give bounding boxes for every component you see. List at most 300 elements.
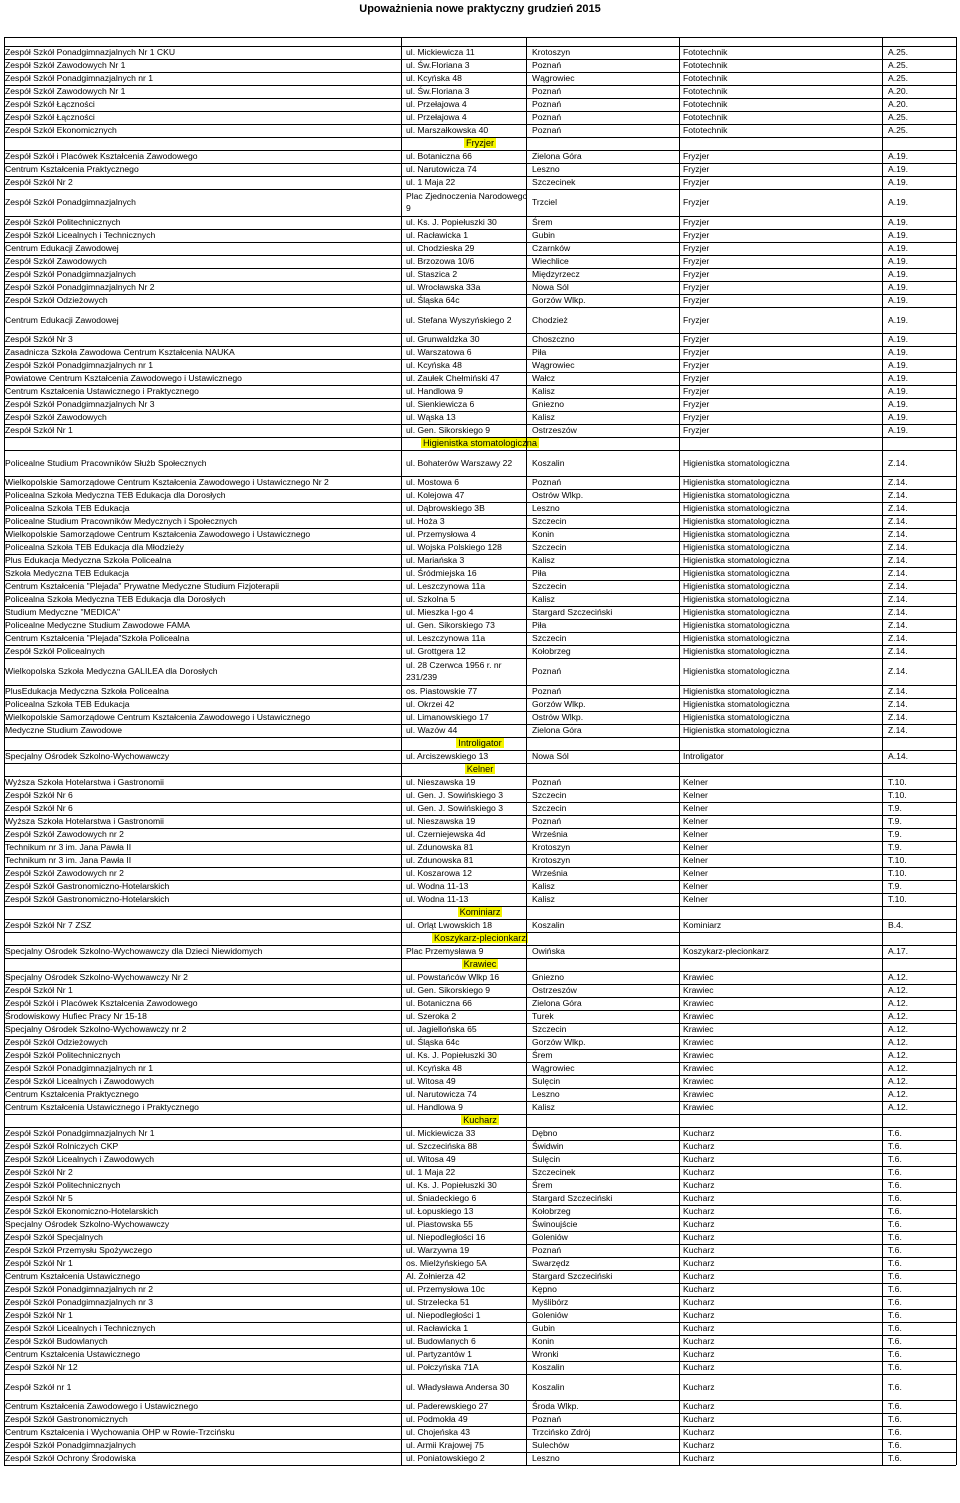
- grid-line: [4, 932, 956, 933]
- grid-line: [4, 776, 956, 777]
- school-cell: Specjalny Ośrodek Szkolno-Wychowawczy Nr 2: [5, 972, 188, 982]
- city-cell: Szczecin: [532, 581, 567, 591]
- table-row: [4, 1166, 956, 1179]
- table-row: [4, 72, 956, 85]
- table-row: [4, 685, 956, 698]
- profession-cell: Higienistka stomatologiczna: [683, 686, 790, 696]
- school-cell: Policealna Szkoła Medyczna TEB Edukacja dla Dorosłych: [5, 490, 226, 500]
- table-row: [4, 1140, 956, 1153]
- grid-line: [4, 476, 956, 477]
- table-row: [4, 1153, 956, 1166]
- qualification-cell: A.19.: [888, 373, 909, 383]
- profession-cell: Higienistka stomatologiczna: [683, 477, 790, 487]
- grid-line: [4, 189, 956, 190]
- address-cell: ul. Wodna 11-13: [406, 881, 469, 891]
- grid-line: [4, 1270, 956, 1271]
- school-cell: Centrum Kształcenia i Wychowania OHP w Rowie-Trzcińsku: [5, 1427, 235, 1437]
- grid-line: [4, 906, 956, 907]
- city-cell: Swarzędz: [532, 1258, 570, 1268]
- city-cell: Gubin: [532, 1323, 555, 1333]
- city-cell: Piła: [532, 620, 547, 630]
- qualification-cell: A.25.: [888, 112, 909, 122]
- qualification-cell: T.6.: [888, 1349, 902, 1359]
- address-cell: ul. Gen. J. Sowińskiego 3: [406, 803, 503, 813]
- school-cell: Zespół Szkół Zawodowych: [5, 412, 107, 422]
- school-cell: Zespół Szkół Ponadgimnazjalnych nr 1: [5, 360, 154, 370]
- profession-cell: Kelner: [683, 868, 708, 878]
- grid-line: [4, 1413, 956, 1414]
- table-row: [4, 1036, 956, 1049]
- qualification-cell: Z.14.: [888, 477, 908, 487]
- profession-cell: Kucharz: [683, 1297, 715, 1307]
- grid-line: [4, 1439, 956, 1440]
- qualification-cell: T.6.: [888, 1453, 902, 1463]
- city-cell: Świnoujście: [532, 1219, 578, 1229]
- grid-line: [4, 411, 956, 412]
- qualification-cell: A.19.: [888, 399, 909, 409]
- qualification-cell: T.9.: [888, 803, 902, 813]
- qualification-cell: A.19.: [888, 230, 909, 240]
- qualification-cell: A.19.: [888, 151, 909, 161]
- qualification-cell: Z.14.: [888, 607, 908, 617]
- profession-cell: Kucharz: [683, 1382, 715, 1392]
- profession-cell: Kelner: [683, 790, 708, 800]
- grid-line: [4, 541, 956, 542]
- table-row: [4, 294, 956, 307]
- school-cell: Specjalny Ośrodek Szkolno-Wychowawczy: [5, 1219, 170, 1229]
- address-cell: ul. Marszałkowska 40: [406, 125, 489, 135]
- city-cell: Września: [532, 868, 568, 878]
- address-cell: ul. Śródmiejska 16: [406, 568, 477, 578]
- grid-line: [4, 1075, 956, 1076]
- city-cell: Poznań: [532, 86, 562, 96]
- city-cell: Konin: [532, 529, 554, 539]
- city-cell: Kalisz: [532, 386, 555, 396]
- qualification-cell: Z.14.: [888, 699, 908, 709]
- qualification-cell: Z.14.: [888, 529, 908, 539]
- profession-cell: Krawiec: [683, 998, 714, 1008]
- address-cell: ul. Sienkiewicza 6: [406, 399, 475, 409]
- grid-line: [4, 919, 956, 920]
- table-row: [4, 372, 956, 385]
- profession-cell: Higienistka stomatologiczna: [683, 516, 790, 526]
- profession-cell: Fototechnik: [683, 73, 728, 83]
- qualification-cell: A.19.: [888, 412, 909, 422]
- table-row: [4, 346, 956, 359]
- city-cell: Poznań: [532, 125, 562, 135]
- city-cell: Wiechlice: [532, 256, 569, 266]
- qualification-cell: T.10.: [888, 777, 907, 787]
- table-row: [4, 724, 956, 737]
- profession-cell: Kucharz: [683, 1349, 715, 1359]
- grid-line: [4, 958, 956, 959]
- school-cell: Zespół Szkół Nr 5: [5, 1193, 73, 1203]
- qualification-cell: T.10.: [888, 868, 907, 878]
- qualification-cell: T.6.: [888, 1180, 902, 1190]
- address-cell: ul. Mickiewicza 33: [406, 1128, 476, 1138]
- grid-line: [4, 46, 956, 47]
- address-cell: ul. Łopuskiego 13: [406, 1206, 474, 1216]
- city-cell: Szczecin: [532, 542, 567, 552]
- address-cell: ul. Armii Krajowej 75: [406, 1440, 484, 1450]
- table-row: [4, 1192, 956, 1205]
- table-row: [4, 554, 956, 567]
- address-cell: ul. Szkolna 5: [406, 594, 456, 604]
- profession-cell: Fryzjer: [683, 315, 710, 325]
- qualification-cell: A.20.: [888, 99, 909, 109]
- address-cell: ul. Wrocławska 33a: [406, 282, 481, 292]
- qualification-cell: T.6.: [888, 1193, 902, 1203]
- school-cell: PlusEdukacja Medyczna Szkoła Policealna: [5, 686, 169, 696]
- school-cell: Zespół Szkół Licealnych i Zawodowych: [5, 1154, 155, 1164]
- table-row: [4, 502, 956, 515]
- school-cell: Zespół Szkół Ponadgimnazjalnych: [5, 1440, 136, 1450]
- school-cell: Zespół Szkół Odzieżowych: [5, 295, 108, 305]
- table-row: [4, 111, 956, 124]
- school-cell: Wyższa Szkoła Hotelarstwa i Gastronomii: [5, 816, 164, 826]
- address-cell: ul. Wojska Polskiego 128: [406, 542, 502, 552]
- grid-line: [4, 867, 956, 868]
- school-cell: Zespół Szkół Odzieżowych: [5, 1037, 108, 1047]
- city-cell: Choszczno: [532, 334, 575, 344]
- city-cell: Koszalin: [532, 920, 565, 930]
- qualification-cell: T.6.: [888, 1440, 902, 1450]
- qualification-cell: T.10.: [888, 855, 907, 865]
- section-header-label: Kelner: [466, 764, 494, 774]
- profession-cell: Kelner: [683, 855, 708, 865]
- school-cell: Zespół Szkół Zawodowych Nr 1: [5, 60, 126, 70]
- profession-cell: Kucharz: [683, 1310, 715, 1320]
- grid-line: [4, 450, 956, 451]
- grid-column-line: [679, 37, 680, 1465]
- address-cell: ul. Botaniczna 66: [406, 998, 472, 1008]
- qualification-cell: A.19.: [888, 197, 909, 207]
- grid-line: [4, 1140, 956, 1141]
- qualification-cell: T.6.: [888, 1219, 902, 1229]
- address-cell: ul. Hoża 3: [406, 516, 445, 526]
- grid-line: [4, 1257, 956, 1258]
- profession-cell: Higienistka stomatologiczna: [683, 503, 790, 513]
- address-cell: ul. Warzywna 19: [406, 1245, 470, 1255]
- grid-column-line: [4, 37, 5, 1465]
- profession-cell: Kelner: [683, 829, 708, 839]
- table-row: [4, 1244, 956, 1257]
- address-cell: ul. Grottgera 12: [406, 646, 466, 656]
- table-row: [4, 450, 956, 476]
- school-cell: Zespół Szkół Nr 2: [5, 177, 73, 187]
- grid-line: [4, 85, 956, 86]
- city-cell: Piła: [532, 568, 547, 578]
- city-cell: Leszno: [532, 1453, 560, 1463]
- city-cell: Śrem: [532, 1050, 553, 1060]
- grid-line: [4, 1023, 956, 1024]
- grid-line: [4, 137, 956, 138]
- qualification-cell: A.12.: [888, 1011, 909, 1021]
- address-cell: ul. Wazów 44: [406, 725, 458, 735]
- address-cell: ul. Św.Floriana 3: [406, 86, 470, 96]
- profession-cell: Krawiec: [683, 972, 714, 982]
- address-cell: ul. Handlowa 9: [406, 386, 463, 396]
- profession-cell: Kelner: [683, 803, 708, 813]
- school-cell: Zespół Szkół Ponadgimnazjalnych Nr 1: [5, 1128, 155, 1138]
- school-cell: Centrum Kształcenia Ustawicznego i Praktycznego: [5, 386, 199, 396]
- address-cell: ul. 1 Maja 22: [406, 177, 456, 187]
- table-row: [4, 1179, 956, 1192]
- profession-cell: Kucharz: [683, 1141, 715, 1151]
- address-cell: ul. Stefana Wyszyńskiego 2: [406, 315, 512, 325]
- city-cell: Kołobrzeg: [532, 646, 571, 656]
- qualification-cell: A.12.: [888, 1063, 909, 1073]
- city-cell: Września: [532, 829, 568, 839]
- grid-line: [4, 828, 956, 829]
- school-cell: Studium Medyczne "MEDICA": [5, 607, 120, 617]
- table-row: [4, 1010, 956, 1023]
- profession-cell: Higienistka stomatologiczna: [683, 607, 790, 617]
- section-header: [4, 933, 956, 944]
- city-cell: Poznań: [532, 816, 562, 826]
- table-row: [4, 541, 956, 554]
- grid-line: [4, 711, 956, 712]
- qualification-cell: Z.14.: [888, 620, 908, 630]
- qualification-cell: T.6.: [888, 1232, 902, 1242]
- section-header-label: Introligator: [458, 738, 502, 748]
- city-cell: Leszno: [532, 503, 560, 513]
- table-row: [4, 1309, 956, 1322]
- school-cell: Centrum Kształcenia Praktycznego: [5, 1089, 139, 1099]
- grid-line: [4, 150, 956, 151]
- section-header: [4, 959, 956, 970]
- profession-cell: Fryzjer: [683, 243, 710, 253]
- qualification-cell: T.6.: [888, 1401, 902, 1411]
- table-row: [4, 268, 956, 281]
- school-cell: Zespół Szkół i Placówek Kształcenia Zawodowego: [5, 998, 198, 1008]
- table-row: [4, 1049, 956, 1062]
- profession-cell: Kucharz: [683, 1362, 715, 1372]
- address-cell: ul. Leszczynowa 11a: [406, 633, 486, 643]
- city-cell: Trzcińsko Zdrój: [532, 1427, 591, 1437]
- grid-line: [4, 98, 956, 99]
- qualification-cell: A.17.: [888, 946, 909, 956]
- address-cell: ul. Gen. Sikorskiego 9: [406, 425, 491, 435]
- address-cell: ul. Ks. J. Popiełuszki 30: [406, 217, 497, 227]
- grid-line: [4, 1361, 956, 1362]
- table-row: [4, 1348, 956, 1361]
- qualification-cell: Z.14.: [888, 555, 908, 565]
- section-header: [4, 1115, 956, 1126]
- table-row: [4, 359, 956, 372]
- qualification-cell: A.14.: [888, 751, 909, 761]
- profession-cell: Kucharz: [683, 1154, 715, 1164]
- school-cell: Zespół Szkół Nr 12: [5, 1362, 78, 1372]
- grid-line: [4, 294, 956, 295]
- city-cell: Owińska: [532, 946, 565, 956]
- address-cell: ul. Nieszawska 19: [406, 816, 476, 826]
- address-cell: os. Mielżyńskiego 5A: [406, 1258, 487, 1268]
- profession-cell: Fototechnik: [683, 86, 728, 96]
- table-row: [4, 59, 956, 72]
- table-row: [4, 515, 956, 528]
- school-cell: Zespół Szkół Politechnicznych: [5, 1050, 121, 1060]
- profession-cell: Kominiarz: [683, 920, 722, 930]
- address-cell: ul. Mostowa 6: [406, 477, 460, 487]
- grid-line: [4, 1205, 956, 1206]
- city-cell: Nowa Sól: [532, 751, 569, 761]
- profession-cell: Krawiec: [683, 1024, 714, 1034]
- qualification-cell: A.20.: [888, 86, 909, 96]
- qualification-cell: A.12.: [888, 1102, 909, 1112]
- grid-line: [4, 1192, 956, 1193]
- profession-cell: Fryzjer: [683, 151, 710, 161]
- table-row: [4, 1361, 956, 1374]
- school-cell: Centrum Kształcenia Ustawicznego: [5, 1271, 141, 1281]
- school-cell: Centrum Kształcenia "Plejada" Prywatne Medyczne Studium Fizjoterapii: [5, 581, 280, 591]
- profession-cell: Krawiec: [683, 1050, 714, 1060]
- qualification-cell: T.9.: [888, 829, 902, 839]
- grid-line: [4, 698, 956, 699]
- school-cell: Wielkopolskie Samorządowe Centrum Kształcenia Zawodowego i Ustawicznego: [5, 529, 311, 539]
- qualification-cell: A.12.: [888, 985, 909, 995]
- grid-line: [4, 1374, 956, 1375]
- profession-cell: Kucharz: [683, 1271, 715, 1281]
- grid-line: [4, 333, 956, 334]
- city-cell: Stargard Szczeciński: [532, 607, 613, 617]
- grid-line: [4, 1127, 956, 1128]
- grid-line: [4, 971, 956, 972]
- profession-cell: Fryzjer: [683, 269, 710, 279]
- grid-line: [4, 1166, 956, 1167]
- school-cell: Policealne Medyczne Studium Zawodowe FAMA: [5, 620, 190, 630]
- grid-line: [4, 893, 956, 894]
- city-cell: Kalisz: [532, 881, 555, 891]
- school-cell: Zespół Szkół Zawodowych nr 2: [5, 868, 124, 878]
- address-cell: ul. Staszica 2: [406, 269, 458, 279]
- grid-line: [4, 359, 956, 360]
- profession-cell: Krawiec: [683, 1089, 714, 1099]
- qualification-cell: T.6.: [888, 1258, 902, 1268]
- address-cell: ul. Kolejowa 47: [406, 490, 465, 500]
- profession-cell: Kucharz: [683, 1284, 715, 1294]
- profession-cell: Kucharz: [683, 1440, 715, 1450]
- school-cell: Zespół Szkół Ponadgimnazjalnych: [5, 197, 136, 207]
- table-row: [4, 1374, 956, 1400]
- table-row: [4, 828, 956, 841]
- school-cell: Wielkopolska Szkoła Medyczna GALILEA dla Dorosłych: [5, 666, 218, 676]
- city-cell: Środa Wlkp.: [532, 1401, 579, 1411]
- section-header-label: Koszykarz-plecionkarz: [434, 933, 526, 943]
- address-cell: ul. Czerniejewska 4d: [406, 829, 486, 839]
- table-row: [4, 489, 956, 502]
- school-cell: Zespół Szkół Ochrony Środowiska: [5, 1453, 136, 1463]
- table-row: [4, 1296, 956, 1309]
- city-cell: Goleniów: [532, 1310, 568, 1320]
- table-row: [4, 880, 956, 893]
- school-cell: Zespół Szkół Ponadgimnazjalnych Nr 3: [5, 399, 155, 409]
- grid-line: [4, 176, 956, 177]
- profession-cell: Higienistka stomatologiczna: [683, 555, 790, 565]
- section-header: [4, 138, 956, 149]
- qualification-cell: T.6.: [888, 1382, 902, 1392]
- profession-cell: Kucharz: [683, 1128, 715, 1138]
- address-cell: ul. Narutowicza 74: [406, 164, 477, 174]
- profession-cell: Krawiec: [683, 1076, 714, 1086]
- table-row: [4, 711, 956, 724]
- city-cell: Czarnków: [532, 243, 571, 253]
- city-cell: Kalisz: [532, 594, 555, 604]
- qualification-cell: A.19.: [888, 217, 909, 227]
- school-cell: Zespół Szkół Nr 2: [5, 1167, 73, 1177]
- profession-cell: Higienistka stomatologiczna: [683, 581, 790, 591]
- grid-line: [4, 242, 956, 243]
- address-cell: ul. Racławicka 1: [406, 230, 469, 240]
- qualification-cell: T.6.: [888, 1323, 902, 1333]
- qualification-cell: Z.14.: [888, 725, 908, 735]
- city-cell: Krotoszyn: [532, 855, 571, 865]
- grid-line: [4, 1114, 956, 1115]
- school-cell: Zespół Szkół Łączności: [5, 99, 95, 109]
- address-cell: ul. Jagiellońska 65: [406, 1024, 477, 1034]
- table-row: [4, 1452, 956, 1465]
- address-cell: ul. Piastowska 55: [406, 1219, 473, 1229]
- grid-line: [4, 1452, 956, 1453]
- profession-cell: Kelner: [683, 777, 708, 787]
- address-cell: ul. Przemysłowa 4: [406, 529, 476, 539]
- profession-cell: Kucharz: [683, 1206, 715, 1216]
- grid-line: [4, 606, 956, 607]
- qualification-cell: Z.14.: [888, 490, 908, 500]
- school-cell: Zespół Szkół Ekonomiczno-Hotelarskich: [5, 1206, 159, 1216]
- profession-cell: Fryzjer: [683, 177, 710, 187]
- school-cell: Zespół Szkół Licealnych i Technicznych: [5, 230, 156, 240]
- city-cell: Szczecin: [532, 803, 567, 813]
- city-cell: Wałcz: [532, 373, 556, 383]
- table-row: [4, 567, 956, 580]
- profession-cell: Kucharz: [683, 1167, 715, 1177]
- section-header: [4, 438, 956, 449]
- qualification-cell: A.19.: [888, 347, 909, 357]
- table-row: [4, 750, 956, 763]
- table-row: [4, 632, 956, 645]
- city-cell: Międzyrzecz: [532, 269, 580, 279]
- table-row: [4, 854, 956, 867]
- table-row: [4, 1426, 956, 1439]
- school-cell: Centrum Kształcenia Praktycznego: [5, 164, 139, 174]
- profession-cell: Fototechnik: [683, 125, 728, 135]
- school-cell: Policealne Studium Pracowników Służb Społecznych: [5, 458, 207, 468]
- school-cell: Zespół Szkół Rolniczych CKP: [5, 1141, 119, 1151]
- grid-line: [4, 59, 956, 60]
- qualification-cell: A.12.: [888, 1024, 909, 1034]
- qualification-cell: T.9.: [888, 881, 902, 891]
- grid-line: [4, 72, 956, 73]
- table-row: [4, 229, 956, 242]
- profession-cell: Kucharz: [683, 1258, 715, 1268]
- qualification-cell: A.12.: [888, 1037, 909, 1047]
- grid-line: [4, 619, 956, 620]
- qualification-cell: Z.14.: [888, 581, 908, 591]
- table-row: [4, 528, 956, 541]
- table-row: [4, 1101, 956, 1114]
- grid-line: [4, 398, 956, 399]
- qualification-cell: Z.14.: [888, 633, 908, 643]
- qualification-cell: Z.14.: [888, 712, 908, 722]
- table-row: [4, 1062, 956, 1075]
- grid-line: [4, 216, 956, 217]
- school-cell: Policealna Szkoła TEB Edukacja dla Młodzieży: [5, 542, 184, 552]
- table-row: [4, 658, 956, 685]
- city-cell: Leszno: [532, 164, 560, 174]
- table-row: [4, 919, 956, 932]
- city-cell: Turek: [532, 1011, 554, 1021]
